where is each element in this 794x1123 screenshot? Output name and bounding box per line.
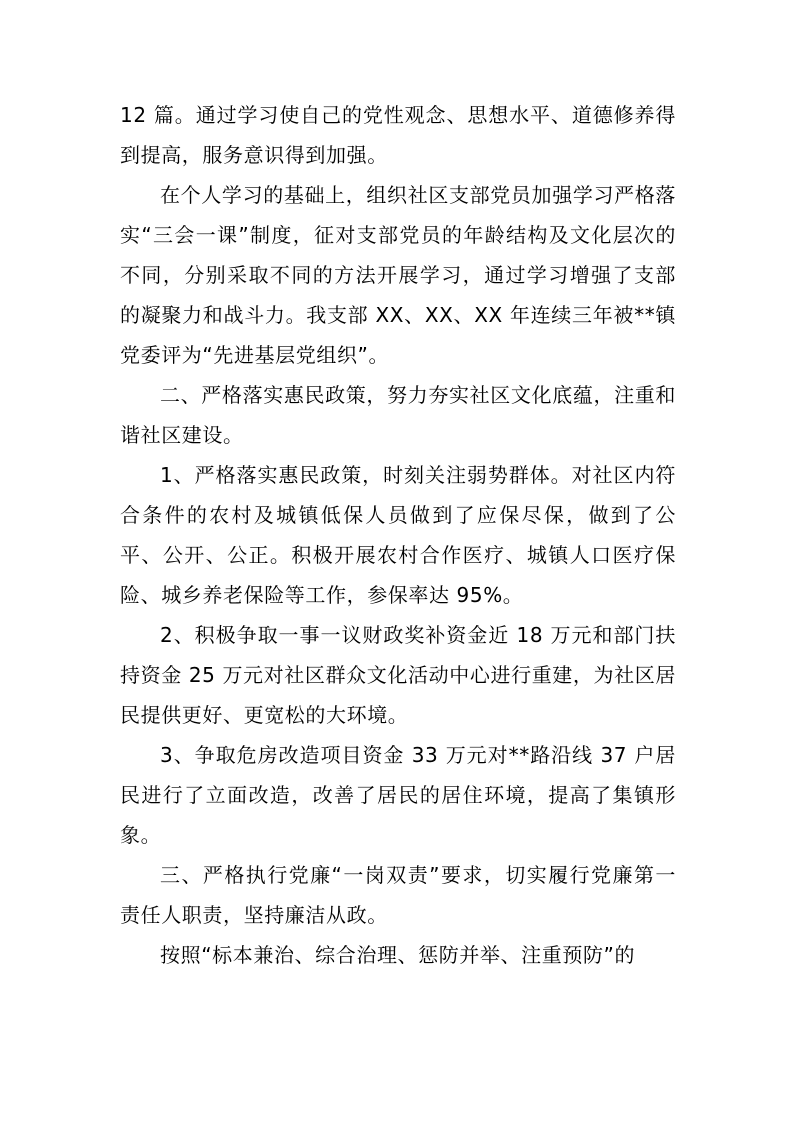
paragraph-principle: 按照“标本兼治、综合治理、惩防并举、注重预防”的 — [160, 943, 636, 967]
paragraph-branch-study: 在个人学习的基础上，组织社区支部党员加强学习严格落实“三会一课”制度，征对支部党员的年龄结构及文化层次的不同，分别采取不同的方法开展学习，通过学习增强了支部的凝聚力和战斗力。我支部 XX、XX、XX 年连续三年被**镇党委评为“先进基层党组织”。 — [120, 183, 676, 367]
section-heading-three: 三、严格执行党廉“一岗双责”要求，切实履行党廉第一责任人职责，坚持廉洁从政。 — [120, 863, 676, 927]
paragraph-item-two: 2、积极争取一事一议财政奖补资金近 18 万元和部门扶持资金 25 万元对社区群众文化活动中心进行重建，为社区居民提供更好、更宽松的大环境。 — [120, 623, 676, 727]
paragraph-item-one: 1、严格落实惠民政策，时刻关注弱势群体。对社区内符合条件的农村及城镇低保人员做到了应保尽保，做到了公平、公开、公正。积极开展农村合作医疗、城镇人口医疗保险、城乡养老保险等工作，参保率达 95%。 — [120, 463, 676, 607]
paragraph-study-result: 12 篇。通过学习使自己的党性观念、思想水平、道德修养得到提高，服务意识得到加强。 — [120, 103, 676, 167]
document-body — [120, 95, 676, 975]
section-heading-two: 二、严格落实惠民政策，努力夯实社区文化底蕴，注重和谐社区建设。 — [120, 383, 676, 447]
paragraph-item-three: 3、争取危房改造项目资金 33 万元对**路沿线 37 户居民进行了立面改造，改善了居民的居住环境，提高了集镇形象。 — [120, 743, 676, 847]
